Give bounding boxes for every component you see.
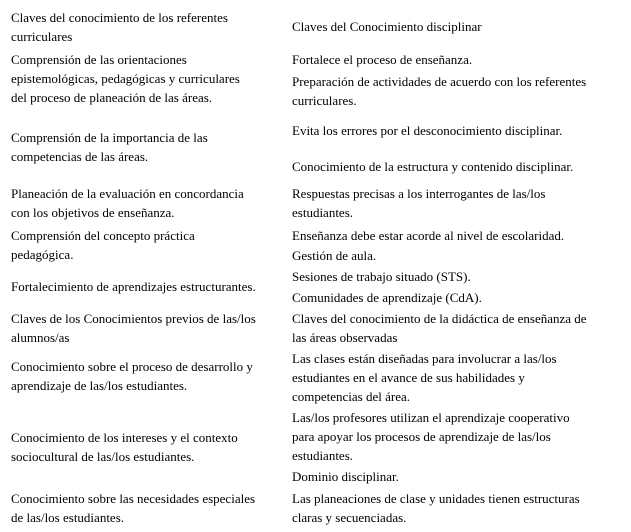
row1-right-line1: Fortalece el proceso de enseñanza.: [292, 52, 473, 67]
header2-right-line2: las áreas observadas: [292, 330, 398, 345]
s2row3-right-line2: claras y secuenciadas.: [292, 510, 407, 525]
s2row2-right-line4: Dominio disciplinar.: [292, 469, 399, 484]
s2row3-left-line2: de las/los estudiantes.: [11, 510, 125, 525]
row1-left-line1: Comprensión de las orientaciones: [11, 52, 187, 67]
row2-right-line1: Evita los errores por el desconocimiento disciplinar.: [292, 123, 563, 138]
s2row2-right-line2: para apoyar los procesos de aprendizaje de las/los: [292, 429, 551, 444]
row2-left-line2: competencias de las áreas.: [11, 149, 149, 164]
s2row1-right-line3: competencias del área.: [292, 389, 411, 404]
row3-left-line1: Planeación de la evaluación en concordancia: [11, 186, 244, 201]
s2row1-left-line2: aprendizaje de las/los estudiantes.: [11, 378, 188, 393]
row1-right-line2: Preparación de actividades de acuerdo con los referentes: [292, 74, 587, 89]
row5-left-line1: Fortalecimiento de aprendizajes estructurantes.: [11, 279, 256, 294]
header2-left-line1: Claves de los Conocimientos previos de las/los: [11, 311, 256, 326]
header2-right-line1: Claves del conocimiento de la didáctica de enseñanza de: [292, 311, 587, 326]
s2row1-right-line2: estudiantes en el avance de sus habilidades y: [292, 370, 525, 385]
row4-left-line2: pedagógica.: [11, 247, 74, 262]
row4-right-line1: Enseñanza debe estar acorde al nivel de escolaridad.: [292, 228, 565, 243]
row5-right-line2: Comunidades de aprendizaje (CdA).: [292, 290, 482, 305]
row3-right-line1: Respuestas precisas a los interrogantes de las/los: [292, 186, 546, 201]
row1-left-line2: epistemológicas, pedagógicas y curriculares: [11, 71, 240, 86]
row4-left-line1: Comprensión del concepto práctica: [11, 228, 195, 243]
row5-right-line1: Sesiones de trabajo situado (STS).: [292, 269, 471, 284]
s2row3-right-line1: Las planeaciones de clase y unidades tienen estructuras: [292, 491, 580, 506]
s2row1-right-line1: Las clases están diseñadas para involucrar a las/los: [292, 351, 557, 366]
header-left-line1: Claves del conocimiento de los referentes: [11, 10, 228, 25]
row1-left-line3: del proceso de planeación de las áreas.: [11, 90, 213, 105]
row2-right-line2: Conocimiento de la estructura y contenido disciplinar.: [292, 159, 574, 174]
s2row1-left-line1: Conocimiento sobre el proceso de desarrollo y: [11, 359, 253, 374]
header2-left-line2: alumnos/as: [11, 330, 70, 345]
row2-left-line1: Comprensión de la importancia de las: [11, 130, 208, 145]
header-right: Claves del Conocimiento disciplinar: [292, 19, 482, 34]
s2row2-left-line2: sociocultural de las/los estudiantes.: [11, 449, 195, 464]
s2row2-right-line1: Las/los profesores utilizan el aprendizaje cooperativo: [292, 410, 570, 425]
row3-right-line2: estudiantes.: [292, 205, 354, 220]
row1-right-line3: curriculares.: [292, 93, 357, 108]
row3-left-line2: con los objetivos de enseñanza.: [11, 205, 175, 220]
row4-right-line2: Gestión de aula.: [292, 248, 377, 263]
s2row3-left-line1: Conocimiento sobre las necesidades especiales: [11, 491, 256, 506]
header-left-line2: curriculares: [11, 29, 73, 44]
s2row2-right-line3: estudiantes.: [292, 448, 354, 463]
s2row2-left-line1: Conocimiento de los intereses y el contexto: [11, 430, 238, 445]
